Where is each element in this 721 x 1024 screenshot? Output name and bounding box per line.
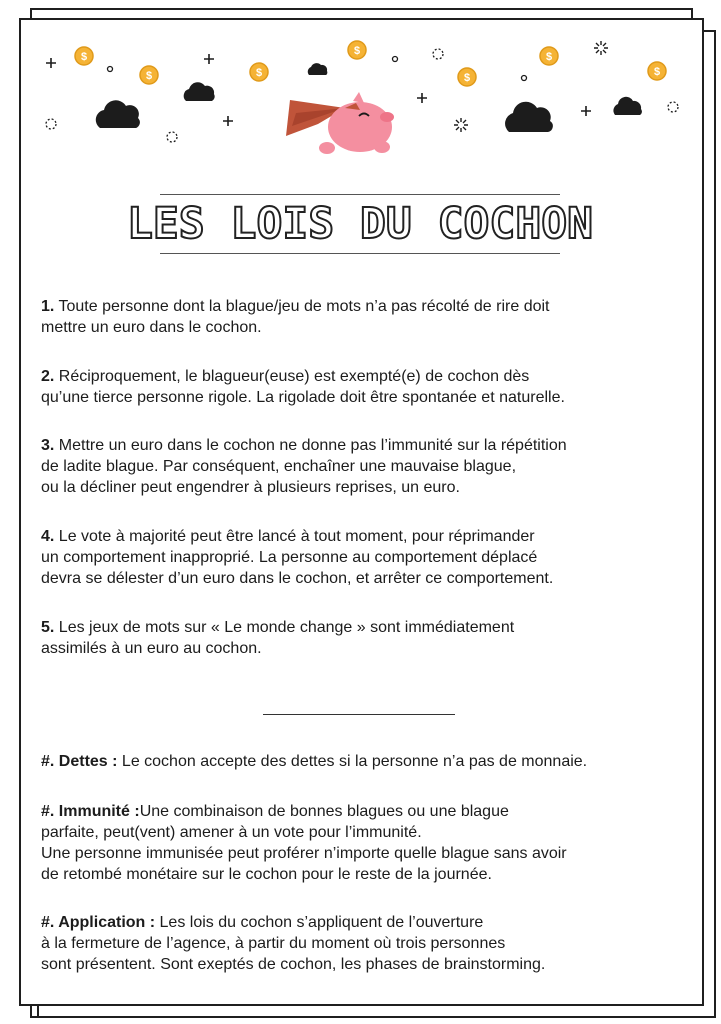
extra-text: Une combinaison de bonnes blagues ou une blague parfaite, peut(vent) amener à un vote pour l’immunité. Une personne immunisée peut proférer n’importe quelle blague sans avoir de retombé monétaire sur le cochon pour le reste de la journée. <box>41 803 567 883</box>
rule-item <box>41 296 549 338</box>
coin-icon <box>75 41 666 86</box>
extra-rule-application <box>41 912 545 975</box>
rule-text: Toute personne dont la blague/jeu de mots n’a pas récolté de rire doit mettre un euro dans le cochon. <box>41 298 550 336</box>
rule-number: 1. <box>41 298 55 315</box>
title-banner <box>127 194 593 254</box>
rule-item <box>41 435 567 498</box>
rule-number: 3. <box>41 437 55 454</box>
extra-rule-dettes <box>41 751 587 772</box>
svg-text:$: $ <box>80 51 88 63</box>
extra-label: #. Dettes : <box>41 753 118 770</box>
rule-text: Réciproquement, le blagueur(euse) est exempté(e) de cochon dès qu’une tierce personne rigole. La rigolade doit être spontanée et naturelle. <box>41 368 565 406</box>
svg-text:$: $ <box>545 51 553 63</box>
rule-item <box>41 526 553 589</box>
extra-label: #. Immunité : <box>41 803 140 820</box>
svg-text:$: $ <box>145 70 153 82</box>
svg-text:$: $ <box>255 67 263 79</box>
extra-rule-immunite <box>41 801 567 885</box>
rule-text: Les jeux de mots sur « Le monde change » sont immédiatement assimilés à un euro au cochon. <box>41 619 515 657</box>
rule-text: Le vote à majorité peut être lancé à tout moment, pour réprimander un comportement inapproprié. La personne au comportement déplacé devra se délester d’un euro dans le cochon, et arrêter ce comportement. <box>41 528 554 587</box>
rule-text: Mettre un euro dans le cochon ne donne pas l’immunité sur la répétition de ladite blague. Par conséquent, enchaîner une mauvaise blague, ou la décliner peut engendrer à plusieurs reprises, un euro. <box>41 437 567 496</box>
extra-label: #. Application : <box>41 914 156 931</box>
svg-text:$: $ <box>463 72 471 84</box>
header-illustration <box>0 0 721 180</box>
flying-pig-icon <box>286 92 394 154</box>
svg-text:$: $ <box>353 45 361 57</box>
rule-number: 5. <box>41 619 55 636</box>
rule-item <box>41 366 565 408</box>
section-divider <box>263 714 455 715</box>
rule-item <box>41 617 514 659</box>
rule-number: 4. <box>41 528 55 545</box>
page-title: LES LOIS DU COCHON <box>127 199 593 249</box>
extra-text: Les lois du cochon s’appliquent de l’ouverture à la fermeture de l’agence, à partir du moment où trois personnes sont présentent. Sont exeptés de cochon, les phases de brainstorming. <box>41 914 546 973</box>
svg-text:$: $ <box>653 66 661 78</box>
rule-number: 2. <box>41 368 55 385</box>
extra-text: Le cochon accepte des dettes si la personne n’a pas de monnaie. <box>117 753 588 770</box>
